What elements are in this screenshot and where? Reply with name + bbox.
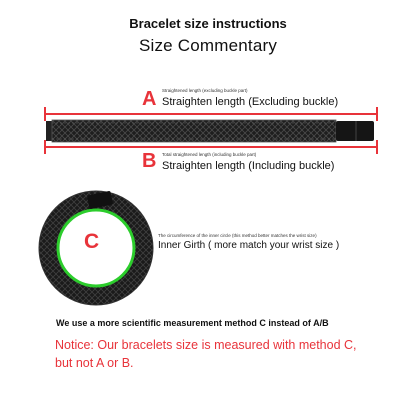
line-a — [44, 113, 378, 115]
label-a-text: Straighten length (Excluding buckle) — [162, 96, 339, 108]
notice-line-1: Notice: Our bracelets size is measured with method C, — [55, 338, 357, 352]
line-b-right-tick — [376, 140, 378, 154]
label-a-fine-print: Straightened length (excluding buckle part) — [162, 88, 248, 93]
label-b-letter: B — [142, 150, 157, 172]
label-a-letter: A — [142, 88, 157, 110]
label-c-letter: C — [84, 230, 100, 253]
label-b-fine-print: Total straightened length (including buckle part) — [162, 152, 257, 157]
label-b-text: Straighten length (Including buckle) — [162, 160, 335, 172]
notice-line-2: but not A or B. — [55, 356, 134, 370]
label-c-fine-print: The circumference of the inner circle (this method better matches the wrist size) — [158, 233, 317, 238]
page-title: Size Commentary — [138, 36, 278, 55]
straight-bracelet-image — [44, 118, 380, 144]
label-c-text: Inner Girth ( more match your wrist size ) — [158, 240, 340, 251]
instructions-heading: Bracelet size instructions — [129, 16, 287, 31]
measurement-note: We use a more scientific measurement method C instead of A/B — [56, 318, 329, 328]
line-b — [44, 146, 378, 148]
